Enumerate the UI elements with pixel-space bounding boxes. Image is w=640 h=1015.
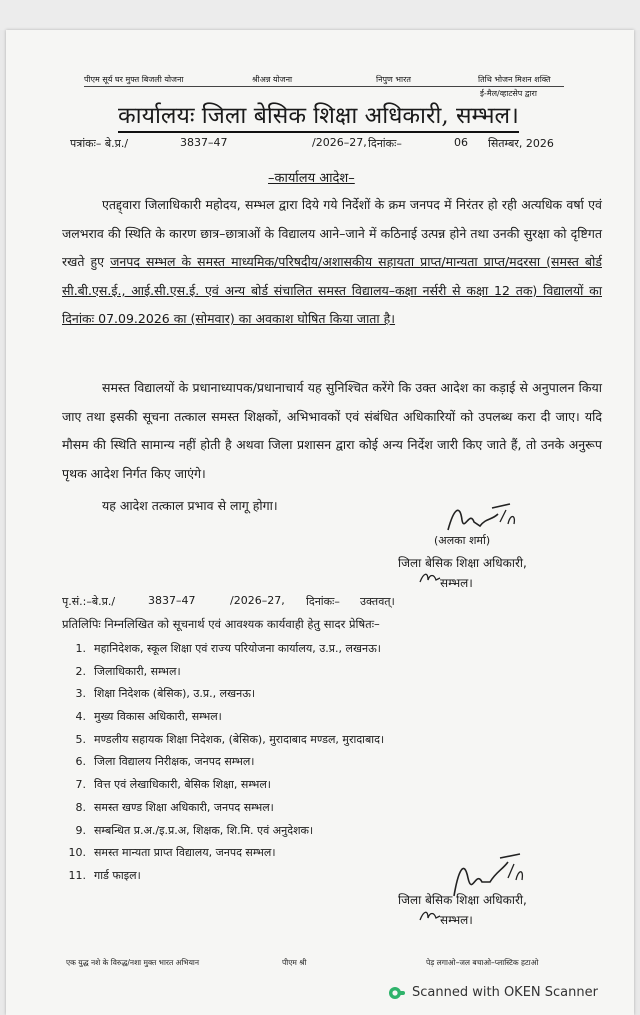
footer-center: पीएम श्री <box>282 958 307 967</box>
ref-month-year: सितम्बर, 2026 <box>488 137 554 150</box>
copy-list-number: 9. <box>75 823 86 837</box>
scanner-watermark: Scanned with OKEN Scanner <box>412 985 598 1000</box>
top-bar <box>0 0 640 30</box>
copy-list-item <box>62 683 582 706</box>
signatory-place: सम्भल। <box>440 576 473 590</box>
copy-list-item <box>62 751 582 774</box>
copy-list-number: 3. <box>75 687 86 701</box>
scheme-item: निपुण भारत <box>376 75 411 84</box>
copy-list-item <box>62 774 582 797</box>
copy-list-item <box>62 797 582 820</box>
copy-list-number: 4. <box>75 710 86 724</box>
copy-ref-date-label: दिनांकः– <box>306 595 340 608</box>
paragraph-1 <box>62 191 602 334</box>
copy-list-text: गार्ड फाइल। <box>94 868 141 882</box>
copy-list-number: 1. <box>75 642 86 655</box>
scanner-logo-icon <box>388 986 406 1000</box>
paragraph-1-underlined: जनपद सम्भल के समस्त माध्यमिक/परिषदीय/अशासकीय सहायता प्राप्त/मान्यता प्राप्त/मदरसा (समस्त बोर्ड सी.बी.एस.ई., आई.सी.एस.ई. एवं अन्य बोर्ड संचालित समस्त विद्यालय–कक्षा नर्सरी से कक्षा 12 तक) विद्यालयों का दिनांकः 07.09.2026 का (सोमवार) का अवकाश घोषित किया जाता है। <box>62 254 602 326</box>
copy-ref-date-value: उक्तवत्। <box>360 595 395 608</box>
copy-list <box>62 638 582 888</box>
initials-mark-2 <box>418 908 442 924</box>
signatory-name: (अलका शर्मा) <box>434 534 491 547</box>
signatory-designation: जिला बेसिक शिक्षा अधिकारी, <box>398 556 527 570</box>
copy-list-item <box>62 638 582 661</box>
copy-list-number: 8. <box>75 800 86 814</box>
copy-list-text: मुख्य विकास अधिकारी, सम्भल। <box>94 710 222 724</box>
copy-list-number: 10. <box>68 846 86 860</box>
copy-list-text: शिक्षा निदेशक (बेसिक), उ.प्र., लखनऊ। <box>94 687 256 701</box>
copy-ref-number: 3837–47 <box>148 594 196 607</box>
order-title: –कार्यालय आदेश– <box>268 171 355 186</box>
scheme-divider <box>84 86 564 87</box>
copy-list-text: समस्त मान्यता प्राप्त विद्यालय, जनपद सम्भल। <box>94 846 276 860</box>
ref-session: /2026–27, <box>312 136 367 149</box>
ref-day: 06 <box>454 136 468 149</box>
initials-mark <box>418 570 442 586</box>
copy-list-text: मण्डलीय सहायक शिक्षा निदेशक, (बेसिक), मुरादाबाद मण्डल, मुरादाबाद। <box>94 732 385 746</box>
email-note: ई-मैल/व्हाटसेप द्वारा <box>480 89 537 98</box>
copy-list-item <box>62 661 582 684</box>
paragraph-3: यह आदेश तत्काल प्रभाव से लागू होगा। <box>102 498 278 513</box>
paragraph-1-text: एतद्द्वारा जिलाधिकारी महोदय, सम्भल द्वारा दिये गये निर्देशों के क्रम जनपद में निरंतर हो रही अत्यधिक वर्षा एवं जलभराव की स्थिति के कारण छात्र–छात्राओं के विद्यालय आने–जाने में कठिनाई उत्पन्न होने तथा उनकी सुरक्षा को दृष्टिगत रखते हुए <box>62 197 602 269</box>
paragraph-2 <box>62 374 602 488</box>
copy-list-text: महानिदेशक, स्कूल शिक्षा एवं राज्य परियोजना कार्यालय, उ.प्र., लखनऊ। <box>94 642 381 655</box>
copy-list-text: जिला विद्यालय निरीक्षक, जनपद सम्भल। <box>94 755 255 769</box>
copy-list-number: 7. <box>75 778 86 792</box>
copy-list-number: 5. <box>75 732 86 746</box>
ref-date-label: दिनांकः– <box>368 137 402 150</box>
copy-list-item <box>62 820 582 843</box>
copy-ref-label: पृ.सं.:–बे.प्र./ <box>62 595 116 608</box>
signatory-place-2: सम्भल। <box>440 913 473 927</box>
scheme-item: श्रीअन्न योजना <box>252 75 293 84</box>
scheme-item: पीएम सूर्य घर मुफ्त बिजली योजना <box>84 75 184 84</box>
copy-list-item <box>62 729 582 752</box>
scheme-item: तिथि भोजन मिशन शक्ति <box>478 75 551 84</box>
copy-list-number: 2. <box>75 664 86 678</box>
ref-number: 3837–47 <box>180 136 228 149</box>
copy-list-text: समस्त खण्ड शिक्षा अधिकारी, जनपद सम्भल। <box>94 800 274 814</box>
footer-left: एक युद्ध नशे के विरुद्ध/नशा मुक्त भारत अभियान <box>66 958 200 967</box>
copy-ref-session: /2026–27, <box>230 594 285 607</box>
ref-label: पत्रांकः– बे.प्र./ <box>70 137 129 150</box>
copy-list-text: जिलाधिकारी, सम्भल। <box>94 664 181 678</box>
copy-list-item <box>62 706 582 729</box>
copy-line: प्रतिलिपिः निम्नलिखित को सूचनार्थ एवं आवश्यक कार्यवाही हेतु सादर प्रेषितः– <box>62 617 380 631</box>
paragraph-2-text: समस्त विद्यालयों के प्रधानाध्यापक/प्रधानाचार्य यह सुनिश्चित करेंगे कि उक्त आदेश का कड़ाई से अनुपालन किया जाए तथा इसकी सूचना तत्काल समस्त शिक्षकों, अभिभावकों एवं संबंधित अधिकारियों को उपलब्ध करा दी जाए। यदि मौसम की स्थिति सामान्य नहीं होती है अथवा जिला प्रशासन द्वारा कोई अन्य निर्देश जारी किए जाते हैं, तो उनके अनुरूप पृथक आदेश निर्गत किए जाएंगे। <box>62 380 602 481</box>
signatory-designation-2: जिला बेसिक शिक्षा अधिकारी, <box>398 893 527 907</box>
office-title: कार्यालयः जिला बेसिक शिक्षा अधिकारी, सम्भल। <box>118 98 519 133</box>
copy-list-text: सम्बन्धित प्र.अ./इ.प्र.अ, शिक्षक, शि.मि. एवं अनुदेशक। <box>94 823 314 837</box>
copy-list-text: वित्त एवं लेखाधिकारी, बेसिक शिक्षा, सम्भल। <box>94 778 271 792</box>
footer-right: पेड़ लगाओ–जल बचाओ–प्लास्टिक हटाओ <box>426 958 539 967</box>
copy-list-number: 11. <box>68 868 86 882</box>
copy-list-number: 6. <box>75 755 86 769</box>
